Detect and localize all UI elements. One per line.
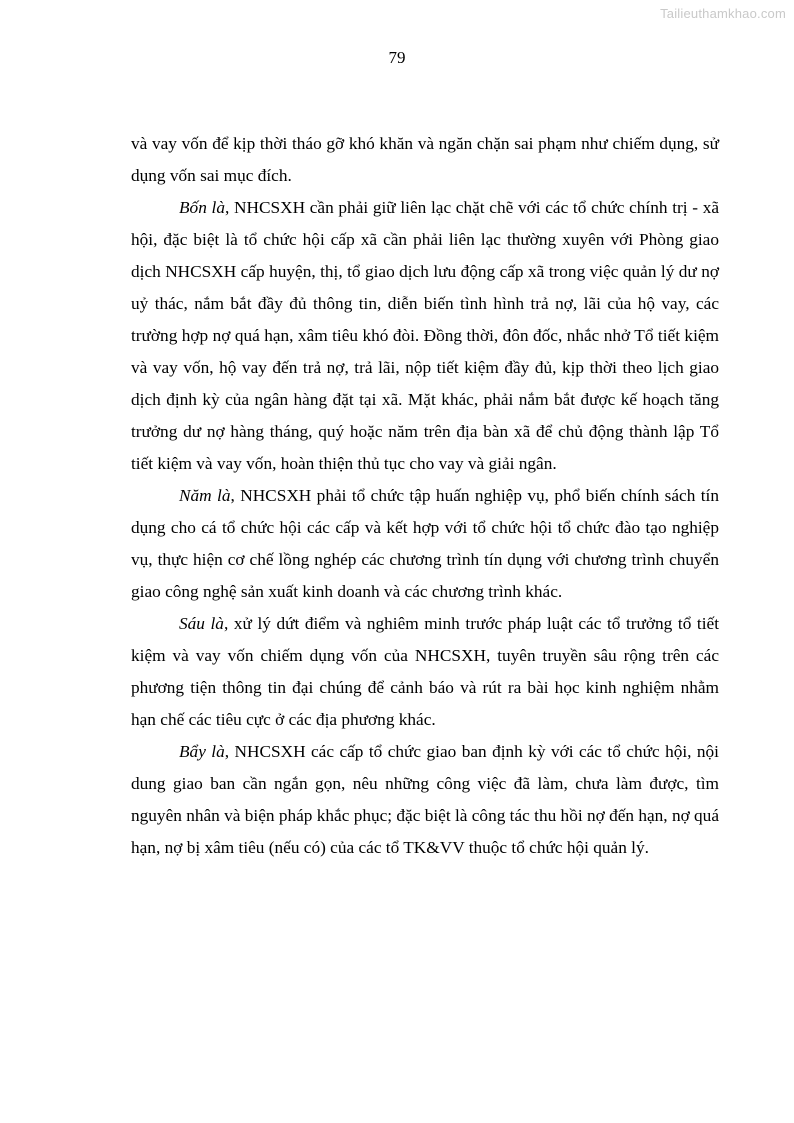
paragraph-bay-la [131, 736, 719, 864]
paragraph-text: , xử lý dứt điểm và nghiêm minh trước pháp luật các tổ trưởng tổ tiết kiệm và vay vốn chiếm dụng vốn của NHCSXH, tuyên truyền sâu rộng trên các phương tiện thông tin đại chúng để cảnh báo và rút ra bài học kinh nghiệm nhằm hạn chế các tiêu cực ở các địa phương khác. [131, 614, 720, 729]
paragraph-text: , NHCSXH các cấp tổ chức giao ban định kỳ với các tổ chức hội, nội dung giao ban cần ngắn gọn, nêu những công việc đã làm, chưa làm được, tìm nguyên nhân và biện pháp khắc phục; đặc biệt là công tác thu hồi nợ đến hạn, nợ quá hạn, nợ bị xâm tiêu (nếu có) của các tổ TK&VV thuộc tổ chức hội quản lý. [131, 742, 719, 857]
watermark-text: Tailieuthamkhao.com [660, 6, 786, 21]
paragraph-sau-la [131, 608, 719, 736]
page-number: 79 [388, 48, 406, 67]
paragraph-text: và vay vốn để kịp thời tháo gỡ khó khăn và ngăn chặn sai phạm như chiếm dụng, sử dụng vốn sai mục đích. [131, 134, 719, 185]
paragraph-lead: Bẩy là [179, 742, 225, 761]
paragraph-lead: Bốn là [179, 198, 225, 217]
document-body [131, 128, 719, 864]
paragraph-lead: Năm là [179, 486, 231, 505]
paragraph-nam-la [131, 480, 719, 608]
paragraph-bon-la [131, 192, 719, 480]
paragraph-text: , NHCSXH phải tổ chức tập huấn nghiệp vụ, phổ biến chính sách tín dụng cho cá tổ chức hội các cấp và kết hợp với tổ chức hội tổ chức đào tạo nghiệp vụ, thực hiện cơ chế lồng nghép các chương trình tín dụng với chương trình chuyển giao công nghệ sản xuất kinh doanh và các chương trình khác. [131, 486, 719, 601]
paragraph-lead: Sáu là [179, 614, 224, 633]
paragraph-text: , NHCSXH cần phải giữ liên lạc chặt chẽ với các tổ chức chính trị - xã hội, đặc biệt là tổ chức hội cấp xã cần phải liên lạc thường xuyên với Phòng giao dịch NHCSXH cấp huyện, thị, tổ giao dịch lưu động cấp xã trong việc quản lý dư nợ uỷ thác, nắm bắt đầy đủ thông tin, diễn biến tình hình trả nợ, lãi của hộ vay, các trường hợp nợ quá hạn, xâm tiêu khó đòi. Đồng thời, đôn đốc, nhắc nhở Tổ tiết kiệm và vay vốn, hộ vay đến trả nợ, trả lãi, nộp tiết kiệm đầy đủ, kịp thời theo lịch giao dịch định kỳ của ngân hàng đặt tại xã. Mặt khác, phải nắm bắt được kế hoạch tăng trưởng dư nợ hàng tháng, quý hoặc năm trên địa bàn xã để chủ động thành lập Tổ tiết kiệm và vay vốn, hoàn thiện thủ tục cho vay và giải ngân. [131, 198, 720, 473]
paragraph-continuation [131, 128, 719, 192]
